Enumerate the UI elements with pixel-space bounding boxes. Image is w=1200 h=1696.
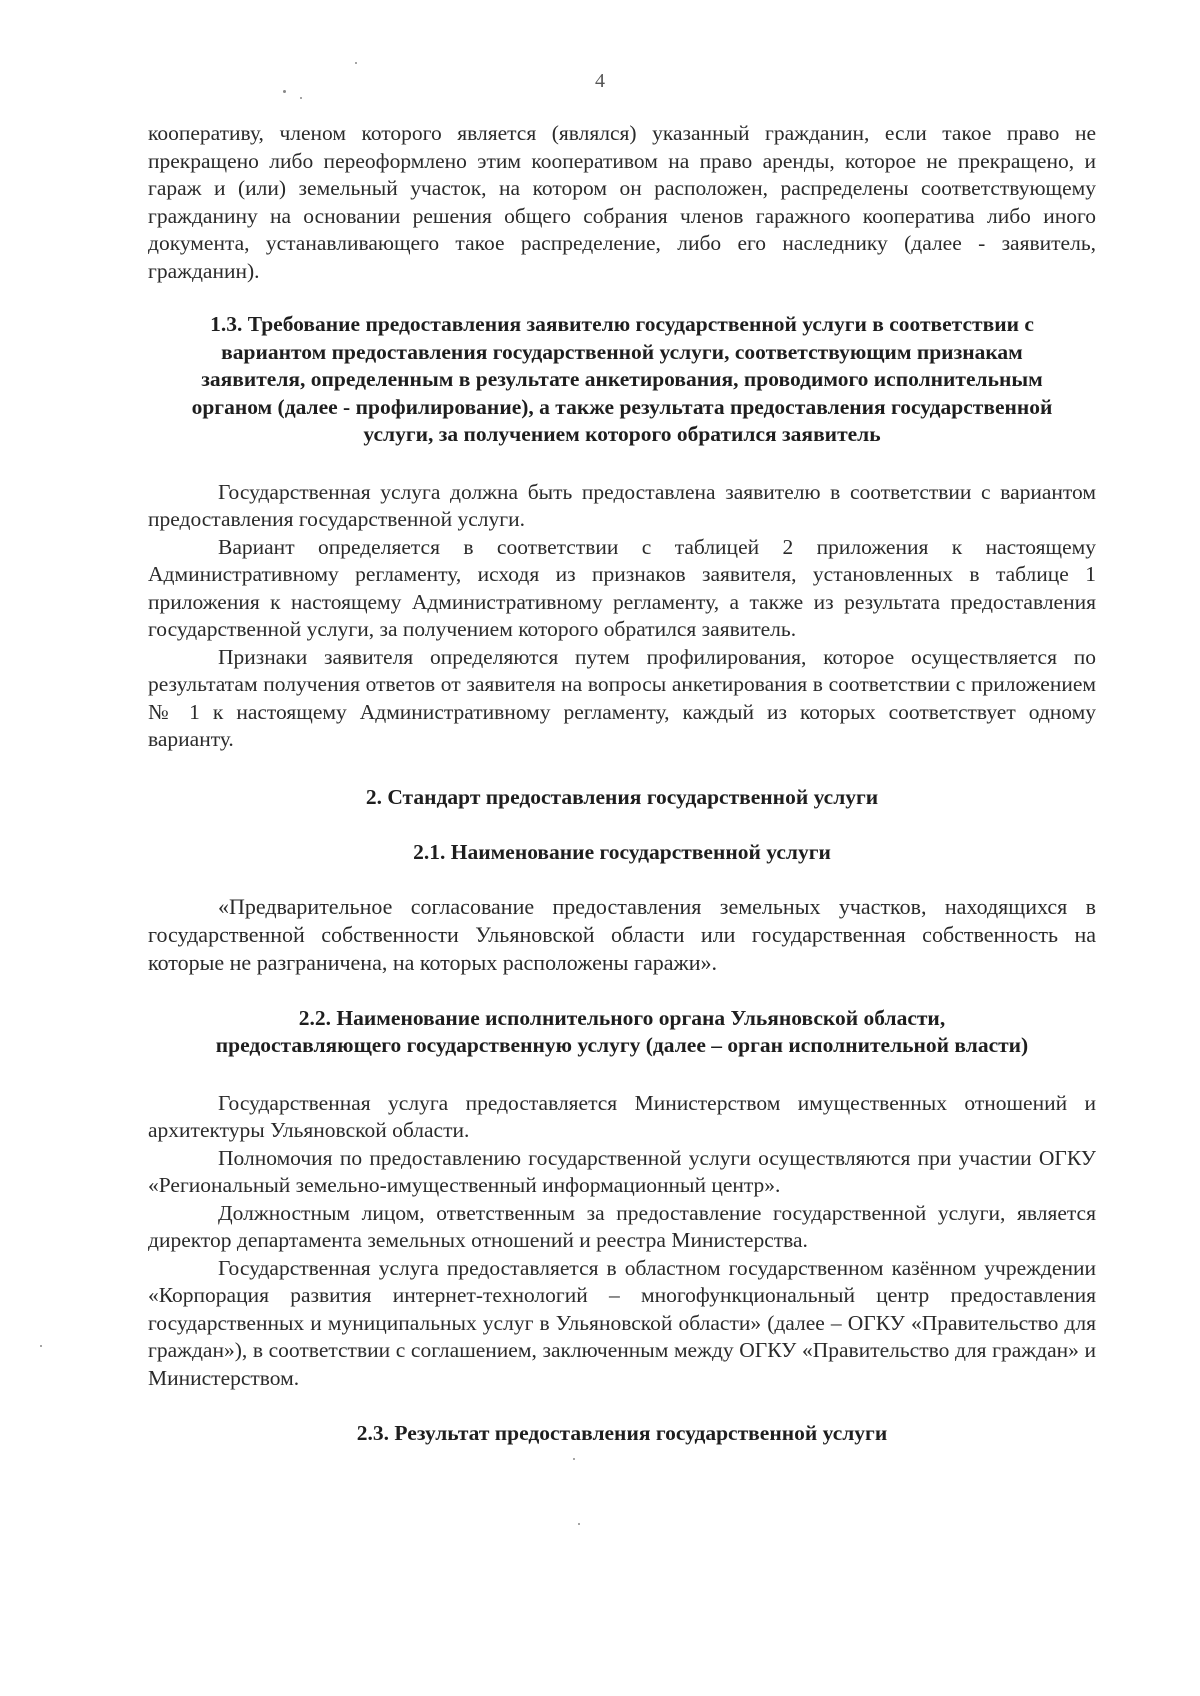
service-name-paragraph: «Предварительное согласование предоставления земельных участков, находящихся в государственной собственности Ульяновской области или государственная собственность на которые не разграничена, на которых расположены гаражи». bbox=[148, 893, 1096, 975]
paragraph: Государственная услуга предоставляется Министерством имущественных отношений и архитектуры Ульяновской области. bbox=[148, 1090, 1096, 1142]
scan-speck bbox=[573, 1458, 575, 1460]
document-body bbox=[148, 120, 1096, 1448]
section-heading-2-2-line2: предоставляющего государственную услугу (далее – орган исполнительной власти) bbox=[215, 1033, 1029, 1057]
section-heading-2-2-line1: 2.2. Наименование исполнительного органа Ульяновской области, bbox=[298, 1005, 946, 1030]
scan-speck bbox=[40, 1345, 42, 1347]
paragraph: Государственная услуга предоставляется в областном государственном казённом учреждении «Корпорация развития интернет-технологий – многофункциональный центр предоставления государственных и муниципальных услуг в Ульяновской области» (далее – ОГКУ «Правительство для граждан»), в соответствии с соглашением, заключенным между ОГКУ «Правительство для граждан» и Министерством. bbox=[148, 1255, 1096, 1390]
scan-speck bbox=[300, 97, 302, 99]
paragraph-continuation: кооперативу, членом которого является (являлся) указанный гражданин, если такое право не прекращено либо переоформлено этим кооперативом на право аренды, которое не прекращено, и гараж и (или) земельный участок, на котором он расположен, распределены соответствующему гражданину на основании решения общего собрания членов гаражного кооператива либо иного документа, устанавливающего такое распределение, либо его наследнику (далее - заявитель, гражданин). bbox=[148, 121, 1096, 283]
section-heading-1-3: 1.3. Требование предоставления заявителю государственной услуги в соответствии с вариантом предоставления государственной услуги, соответствующим признакам заявителя, определенным в результате анкетирования, проводимого исполнительным органом (далее - профилирование), а также результата предоставления государственной услуги, за получением которого обратился заявитель bbox=[191, 312, 1053, 446]
section-heading-2: 2. Стандарт предоставления государственной услуги bbox=[365, 784, 879, 809]
paragraph: Должностным лицом, ответственным за предоставление государственной услуги, является директор департамента земельных отношений и реестра Министерства. bbox=[148, 1200, 1096, 1252]
section-heading-2-1: 2.1. Наименование государственной услуги bbox=[413, 840, 831, 864]
paragraph: Вариант определяется в соответствии с таблицей 2 приложения к настоящему Административному регламенту, исходя из признаков заявителя, установленных в таблице 1 приложения к настоящему Административному регламенту, а также из результата предоставления государственной услуги, за получением которого обратился заявитель. bbox=[148, 534, 1096, 641]
page-number: 4 bbox=[595, 70, 605, 92]
scan-speck bbox=[578, 1523, 580, 1525]
paragraph: Государственная услуга должна быть предоставлена заявителю в соответствии с вариантом предоставления государственной услуги. bbox=[148, 479, 1096, 531]
scan-speck bbox=[355, 62, 357, 64]
section-heading-2-3: 2.3. Результат предоставления государственной услуги bbox=[356, 1421, 888, 1445]
paragraph: Признаки заявителя определяются путем профилирования, которое осуществляется по результатам получения ответов от заявителя на вопросы анкетирования в соответствии с приложением № 1 к настоящему Административному регламенту, каждый из которых соответствует одному варианту. bbox=[148, 644, 1096, 751]
paragraph: Полномочия по предоставлению государственной услуги осуществляются при участии ОГКУ «Региональный земельно-имущественный информационный центр». bbox=[148, 1145, 1096, 1197]
